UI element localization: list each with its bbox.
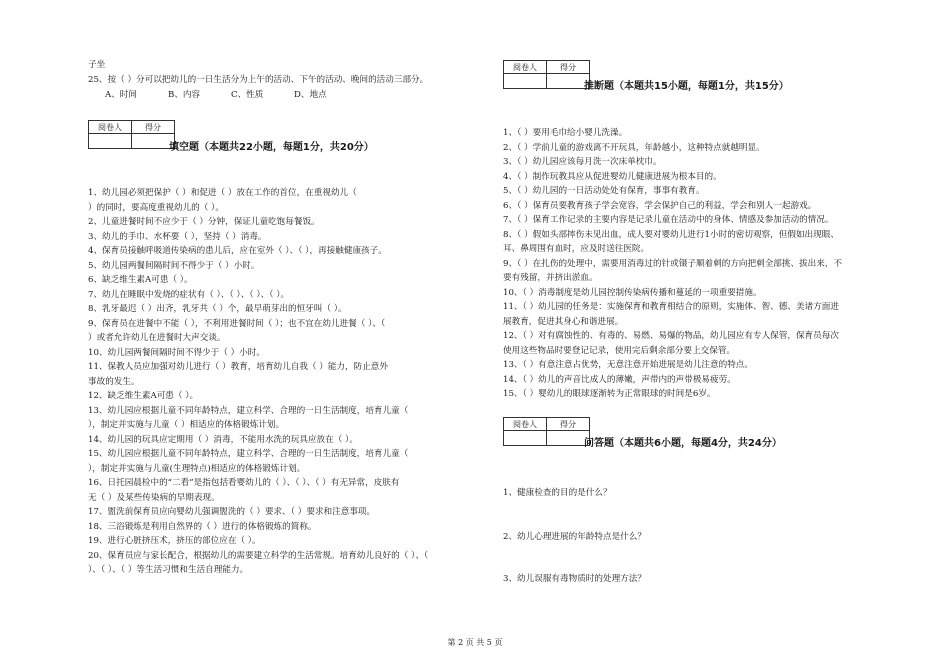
fill-question-line: ），制定并实施与儿童（ ）相适应的体格锻炼计划。 <box>88 420 285 430</box>
fill-questions <box>88 186 488 578</box>
judge-score-box <box>503 60 590 89</box>
judge-question-line: 2、（ ）学前儿童的游戏离不开玩具，年龄越小，这种特点就越明显。 <box>503 142 765 153</box>
fill-question-line: 9、保育员在进餐中不能（ ），不利用进餐时间（ ）；也不宜在幼儿进餐（ ）、（ <box>88 318 386 329</box>
fill-question-line: 19、进行心脏挤压术，挤压的部位应在（ ）。 <box>88 536 261 546</box>
qa-question-2: 2、幼儿心理进展的年龄特点是什么？ <box>503 532 646 542</box>
fill-question-line: 17、盥洗前保育员应向婴幼儿强调盥洗的（ ）要求、（ ）要求和注意事项。 <box>88 507 376 517</box>
fill-question-line: 事故的发生。 <box>88 376 140 387</box>
judge-question-line: 5、（ ）幼儿园的一日活动处处有保育，事事有教育。 <box>503 186 705 196</box>
judge-question-line: 使用这些物品时要登记记录，使用完后剩余部分要上交保管。 <box>503 345 736 356</box>
fill-question-line: 无（ ）及某些传染病的早期表现。 <box>88 492 220 503</box>
fill-question-line: 14、幼儿园的玩具应定期用（ ）消毒，不能用水洗的玩具应放在（ ）。 <box>88 434 358 445</box>
qa-question-3: 3、幼儿误服有毒物质时的处理方法？ <box>503 574 646 584</box>
judge-question-line: 展教育，促进其身心和谐进展。 <box>503 316 624 327</box>
judge-section-title: 推断题（本题共15小题，每题1分，共15分） <box>584 81 789 92</box>
score-header: 得分 <box>547 61 590 74</box>
judge-questions <box>503 126 848 402</box>
option-d: D、地点 <box>294 90 327 100</box>
grader-cell[interactable] <box>504 74 547 89</box>
qa-score-box <box>503 417 590 446</box>
fill-question-line: 12、缺乏维生素A可患（ ）。 <box>88 391 199 401</box>
fill-question-line: ），制定并实施与儿童(生理特点)相适应的体格锻炼计划。 <box>88 463 306 474</box>
q25-block <box>88 58 488 87</box>
judge-question-line: 7、（ ）保育工作记录的主要内容是记录儿童在活动中的身体、情感及参加活动的情况。 <box>503 215 834 225</box>
fill-question-line: 13、幼儿园应根据儿童不同年龄特点，建立科学、合理的一日生活制度，培育儿童（ <box>88 405 409 416</box>
grader-header: 阅卷人 <box>504 418 547 431</box>
q25-options <box>88 88 488 103</box>
fill-question-line: 16、日托园晨检中的“二看”是指包括看婴幼儿的（ ）、（ ）、（ ）有无异常，皮肤有 <box>88 478 400 488</box>
judge-question-line: 耳、鼻周围有血时，应及时送往医院。 <box>503 244 650 254</box>
fill-question-line: ）、（ ）、（ ）等生活习惯和生活自理能力。 <box>88 565 249 575</box>
fill-question-line: 8、乳牙最迟（ ）出齐，乳牙共（ ）个，最早萌芽出的恒牙叫（ ）。 <box>88 304 347 314</box>
option-b: B、内容 <box>168 90 201 100</box>
judge-question-line: 11、（ ）幼儿园的任务是：实施保育和教育相结合的原则，实施体、智、德、美诸方面进 <box>503 302 839 312</box>
judge-question-line: 12、（ ）对有腐蚀性的、有毒的、易燃、易爆的物品，幼儿园应有专人保管，保育员每次 <box>503 331 839 341</box>
judge-question-line: 1、（ ）要用毛巾给小婴儿洗澡。 <box>503 128 628 138</box>
grader-cell[interactable] <box>89 134 132 149</box>
judge-question-line: 要有残留，并挤出淤血。 <box>503 273 598 283</box>
page-footer: 第 2 页 共 5 页 <box>447 638 503 647</box>
judge-question-line: 15、（ ）婴幼儿的眼球逐渐转为正常眼球的时间是6岁。 <box>503 389 716 399</box>
judge-question-line: 6、（ ）保育员要教育孩子学会宽容，学会保护自己的利益，学会和别人一起游戏。 <box>503 200 817 211</box>
judge-question-line: 3、（ ）幼儿园应该每月洗一次床单枕巾。 <box>503 157 662 167</box>
judge-question-line: 4、（ ）制作玩教具应从促进婴幼儿健康进展为根本目的。 <box>503 171 722 182</box>
judge-question-line: 14、（ ）幼儿的声音比成人的薄嫩，声带内的声带极易疲劳。 <box>503 374 736 385</box>
fill-question-line: 3、幼儿的手巾、水杯要（ ），坚持（ ）消毒。 <box>88 231 267 242</box>
grader-cell[interactable] <box>504 431 547 446</box>
fill-question-line: 5、幼儿园两餐间隔时间不得少于（ ）小时。 <box>88 260 260 271</box>
grader-header: 阅卷人 <box>504 61 547 74</box>
left-column <box>88 58 488 103</box>
fill-question-line: 2、儿童进餐时间不应少于（ ）分钟，保证儿童吃饱每餐饭。 <box>88 217 320 227</box>
fill-question-line: 1、幼儿园必须把保护（ ）和促进（ ）放在工作的首位，在重视幼儿（ <box>88 188 357 198</box>
score-header: 得分 <box>547 418 590 431</box>
fill-question-line: 15、幼儿园应根据儿童不同年龄特点，建立科学、合理的一日生活制度，培育儿童（ <box>88 449 409 459</box>
fill-question-line: 4、保育员接触呼吸道传染病的患儿后，应在室外（ ）、（ ），再接触健康孩子。 <box>88 246 387 256</box>
fill-question-line: ）或者允许幼儿在进餐时大声交谈。 <box>88 333 226 343</box>
fill-question-line: 18、三浴锻炼是利用自然界的（ ）进行的体格锻炼的简称。 <box>88 521 317 532</box>
fill-question-line: 20、保育员应与家长配合，根据幼儿的需要建立科学的生活常规。培育幼儿良好的（ ）、（ <box>88 550 429 561</box>
fill-question-line: ）的同时，要高度重视幼儿的（ ）。 <box>88 202 224 213</box>
fill-question-line: 10、幼儿园两餐间隔时间不得少于（ ）小时。 <box>88 347 265 358</box>
option-c: C、性质 <box>231 90 264 100</box>
option-a: A、时间 <box>105 90 137 100</box>
judge-question-line: 9、（ ）在扎伤的处理中，需要用消毒过的针或镊子顺着刺的方向把刺全部挑、拔出来，不 <box>503 258 843 269</box>
question-line: 子坐 <box>88 60 106 70</box>
judge-question-line: 10、（ ）消毒制度是幼儿园控制传染病传播和蔓延的一项重要措施。 <box>503 287 762 298</box>
judge-question-line: 8、（ ）假如头部摔伤未见出血，成人要对婴幼儿进行1小时的密切观察，但假如出现眼、 <box>503 229 839 240</box>
qa-question-1: 1、健康检查的目的是什么？ <box>503 488 612 498</box>
question-line: 25、按（ ）分可以把幼儿的一日生活分为上午的活动、下午的活动、晚间的活动三部分。 <box>88 74 429 85</box>
grader-header: 阅卷人 <box>89 121 132 134</box>
judge-question-line: 13、（ ）有意注意占优势，无意注意开始进展是幼儿注意的特点。 <box>503 360 753 370</box>
fill-question-line: 7、幼儿在睡眠中发烧的症状有（ ）、（ ）、（ ）、（ ）。 <box>88 289 290 300</box>
fill-question-line: 6、缺乏维生素A可患（ ）。 <box>88 275 193 285</box>
fill-section-title: 填空题（本题共22小题，每题1分，共20分） <box>169 142 374 153</box>
fill-question-line: 11、保教人员应加强对幼儿进行（ ）教育，培育幼儿自我（ ）能力，防止意外 <box>88 362 388 372</box>
qa-section-title: 问答题（本题共6小题，每题4分，共24分） <box>584 438 782 449</box>
fill-score-box <box>88 120 175 149</box>
score-header: 得分 <box>132 121 175 134</box>
